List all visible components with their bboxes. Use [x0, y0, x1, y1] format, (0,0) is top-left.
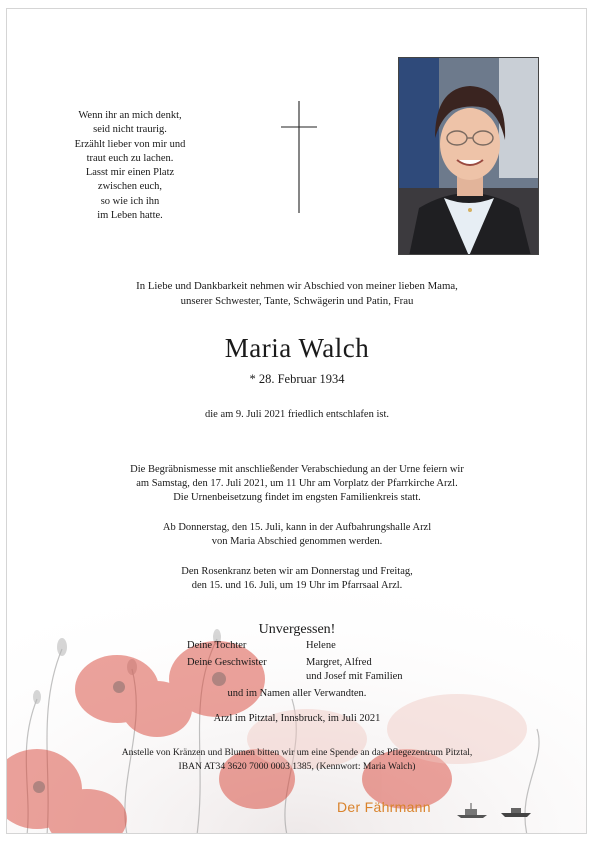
intro-text: [67, 279, 527, 309]
siblings-names: Margret, Alfred: [306, 657, 372, 668]
donation-line: Anstelle von Kränzen und Blumen bitten wir um eine Spende an das Pflegezentrum Pitztal,: [121, 747, 473, 758]
boat-icon: [455, 803, 489, 819]
birth-date: * 28. Februar 1934: [249, 372, 345, 386]
poem-line: zwischen euch,: [97, 181, 163, 193]
intro-line: In Liebe und Dankbarkeit nehmen wir Abschied von meiner lieben Mama,: [136, 280, 458, 292]
viewing-details: [97, 521, 497, 549]
cross-icon: [279, 101, 319, 213]
donation-request: [67, 746, 527, 774]
undertaker-name: Der Fährmann: [337, 799, 431, 815]
poem-line: traut euch zu lachen.: [86, 152, 174, 164]
rosary-details: [97, 565, 497, 593]
siblings-label: Deine Geschwister: [187, 657, 267, 668]
poem-line: seid nicht traurig.: [93, 124, 167, 136]
rosary-line: den 15. und 16. Juli, um 19 Uhr im Pfarrsaal Arzl.: [191, 580, 403, 592]
funeral-line: Die Begräbnismesse mit anschließender Verabschiedung an der Urne feiern wir: [130, 464, 464, 475]
funeral-line: am Samstag, den 17. Juli 2021, um 11 Uhr am Vorplatz der Pfarrkirche Arzl.: [136, 478, 458, 490]
poem-line: im Leben hatte.: [97, 210, 163, 222]
siblings-names-cont: und Josef mit Familien: [306, 671, 403, 682]
viewing-line: Ab Donnerstag, den 15. Juli, kann in der Aufbahrungshalle Arzl: [162, 522, 432, 533]
boat-icon: [499, 803, 533, 819]
poem-line: Lasst mir einen Platz: [85, 167, 175, 179]
portrait-image: [399, 58, 539, 255]
obituary-card: [6, 8, 587, 834]
portrait-photo: [398, 57, 539, 255]
death-notice: die am 9. Juli 2021 friedlich entschlafen ist.: [205, 409, 389, 420]
funeral-line: Die Urnenbeisetzung findet im engsten Familienkreis statt.: [173, 492, 421, 504]
viewing-line: von Maria Abschied genommen werden.: [211, 536, 383, 548]
deceased-name: Maria Walch: [224, 333, 370, 363]
funeral-details: [77, 463, 517, 506]
daughter-name: Helene: [306, 640, 336, 651]
place-date: Arzl im Pitztal, Innsbruck, im Juli 2021: [213, 713, 381, 724]
rosary-line: Den Rosenkranz beten wir am Donnerstag und Freitag,: [181, 566, 413, 577]
poem-line: Erzählt lieber von mir und: [74, 138, 186, 150]
mourners-heading: Unvergessen!: [258, 622, 336, 637]
undertaker-logo: [337, 799, 583, 827]
poem: [55, 109, 205, 223]
poem-line: so wie ich ihn: [100, 195, 160, 207]
relatives-note: und im Namen aller Verwandten.: [227, 688, 367, 699]
donation-line: IBAN AT34 3620 7000 0003 1385, (Kennwort: Maria Walch): [178, 761, 416, 772]
intro-line: unserer Schwester, Tante, Schwägerin und Patin, Frau: [180, 295, 414, 307]
poem-line: Wenn ihr an mich denkt,: [78, 110, 182, 121]
daughter-label: Deine Tochter: [187, 640, 247, 651]
